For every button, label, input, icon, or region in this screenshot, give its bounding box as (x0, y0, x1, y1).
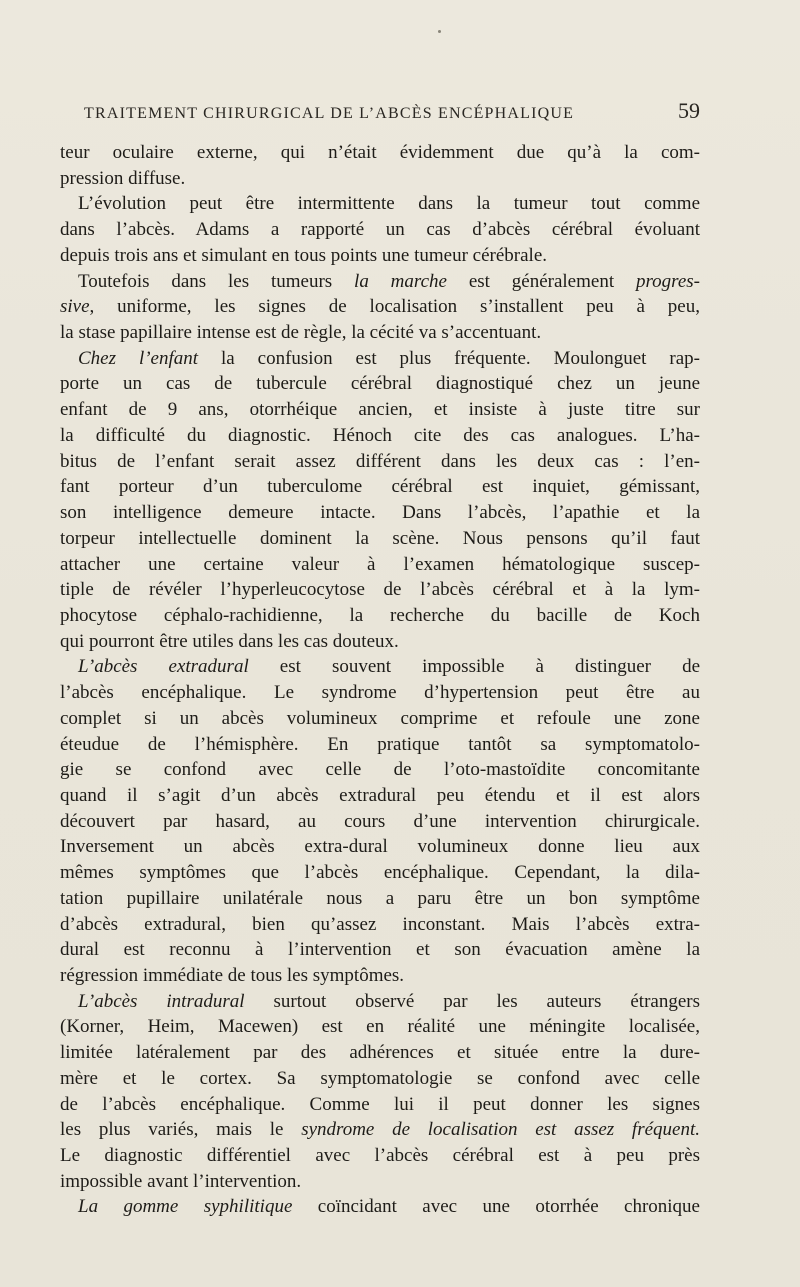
text-line (60, 1117, 700, 1143)
text-line (60, 294, 700, 320)
italic-phrase: L’abcès intradural (78, 990, 245, 1012)
italic-phrase: la marche (354, 270, 447, 292)
text-line: pression diffuse. (60, 167, 186, 189)
text-line: fant porteur d’un tuberculome cérébral est inquiet, gémissant, (60, 476, 700, 498)
text-line: teur oculaire externe, qui n’était évidemment due qu’à la com- (60, 142, 700, 163)
text-line: découvert par hasard, au cours d’une intervention chirurgicale. (60, 810, 700, 832)
text-line: éteudue de l’hémisphère. En pratique tantôt sa symptomatolo- (60, 733, 700, 755)
text-line: depuis trois ans et simulant en tous points une tumeur cérébrale. (60, 244, 548, 266)
text-line (60, 989, 700, 1015)
text-line (60, 269, 700, 295)
text-line: limitée latéralement par des adhérences et située entre la dure- (60, 1042, 700, 1064)
italic-phrase: progres- (635, 270, 700, 292)
text-line: qui pourront être utiles dans les cas douteux. (60, 630, 399, 652)
text-line: dural est reconnu à l’intervention et son évacuation amène la (60, 939, 700, 961)
text-line: tiple de révéler l’hyperleucocytose de l’abcès cérébral et à la lym- (60, 579, 700, 601)
text-run: surtout observé par les auteurs étrangers (244, 990, 700, 1012)
text-line: d’abcès extradural, bien qu’assez inconstant. Mais l’abcès extra- (60, 913, 700, 935)
page-number: 59 (678, 98, 700, 123)
text-run: est généralement (446, 270, 636, 292)
text-line: tation pupillaire unilatérale nous a paru être un bon symptôme (60, 887, 700, 909)
text-line: L’évolution peut être intermittente dans la tumeur tout comme (78, 193, 700, 215)
text-line (60, 1194, 700, 1220)
text-line: de l’abcès encéphalique. Comme lui il peut donner les signes (60, 1093, 700, 1115)
ink-speck (438, 30, 441, 33)
text-line: porte un cas de tubercule cérébral diagnostiqué chez un jeune (60, 373, 700, 395)
italic-phrase: syndrome de localisation est assez fréquent. (301, 1119, 700, 1141)
text-line: phocytose céphalo-rachidienne, la recherche du bacille de Koch (60, 604, 700, 626)
text-line: dans l’abcès. Adams a rapporté un cas d’abcès cérébral évoluant (60, 219, 700, 241)
text-line: Inversement un abcès extra-dural volumineux donne lieu aux (60, 836, 700, 858)
text-line: (Korner, Heim, Macewen) est en réalité une méningite localisée, (60, 1016, 700, 1038)
text-line (60, 346, 700, 372)
italic-phrase: L’abcès extradural (78, 656, 249, 678)
text-line: gie se confond avec celle de l’oto-mastoïdite concomitante (60, 759, 700, 781)
text-line: Le diagnostic différentiel avec l’abcès cérébral est à peu près (60, 1145, 700, 1167)
text-line: l’abcès encéphalique. Le syndrome d’hypertension peut être au (60, 682, 700, 704)
text-line (60, 654, 700, 680)
text-line: complet si un abcès volumineux comprime et refoule une zone (60, 707, 700, 729)
text-line: enfant de 9 ans, otorrhéique ancien, et insiste à juste titre sur (60, 399, 700, 421)
text-run: la confusion est plus fréquente. Moulonguet rap- (198, 347, 700, 369)
text-line: la difficulté du diagnostic. Hénoch cite des cas analogues. L’ha- (60, 424, 700, 446)
italic-phrase: La gomme syphilitique (78, 1196, 293, 1218)
text-run: Toutefois dans les tumeurs (78, 270, 355, 292)
text-run: , uniforme, les signes de localisation s’installent peu à peu, (89, 296, 700, 318)
running-header (84, 98, 700, 124)
text-line: attacher une certaine valeur à l’examen hématologique suscep- (60, 553, 700, 575)
text-line: son intelligence demeure intacte. Dans l’abcès, l’apathie et la (60, 502, 700, 524)
text-line: mêmes symptômes que l’abcès encéphalique. Cependant, la dila- (60, 862, 700, 884)
text-run: est souvent impossible à distinguer de (248, 656, 700, 678)
body-text (60, 140, 700, 1220)
text-run: coïncidant avec une otorrhée chronique (292, 1196, 700, 1218)
text-line: régression immédiate de tous les symptômes. (60, 965, 405, 986)
italic-phrase: Chez l’enfant (78, 347, 199, 369)
text-line: quand il s’agit d’un abcès extradural peu étendu et il est alors (60, 784, 700, 806)
italic-phrase: sive (60, 296, 90, 318)
text-line: mère et le cortex. Sa symptomatologie se confond avec celle (60, 1067, 700, 1089)
running-title: TRAITEMENT CHIRURGICAL DE L’ABCÈS ENCÉPHALIQUE (84, 105, 575, 122)
text-line: bitus de l’enfant serait assez différent dans les deux cas : l’en- (60, 450, 700, 472)
text-run: les plus variés, mais le (60, 1119, 302, 1141)
text-line: impossible avant l’intervention. (60, 1170, 302, 1192)
text-line: la stase papillaire intense est de règle, la cécité va s’accentuant. (60, 322, 542, 344)
text-line: torpeur intellectuelle dominent la scène. Nous pensons qu’il faut (60, 527, 700, 549)
